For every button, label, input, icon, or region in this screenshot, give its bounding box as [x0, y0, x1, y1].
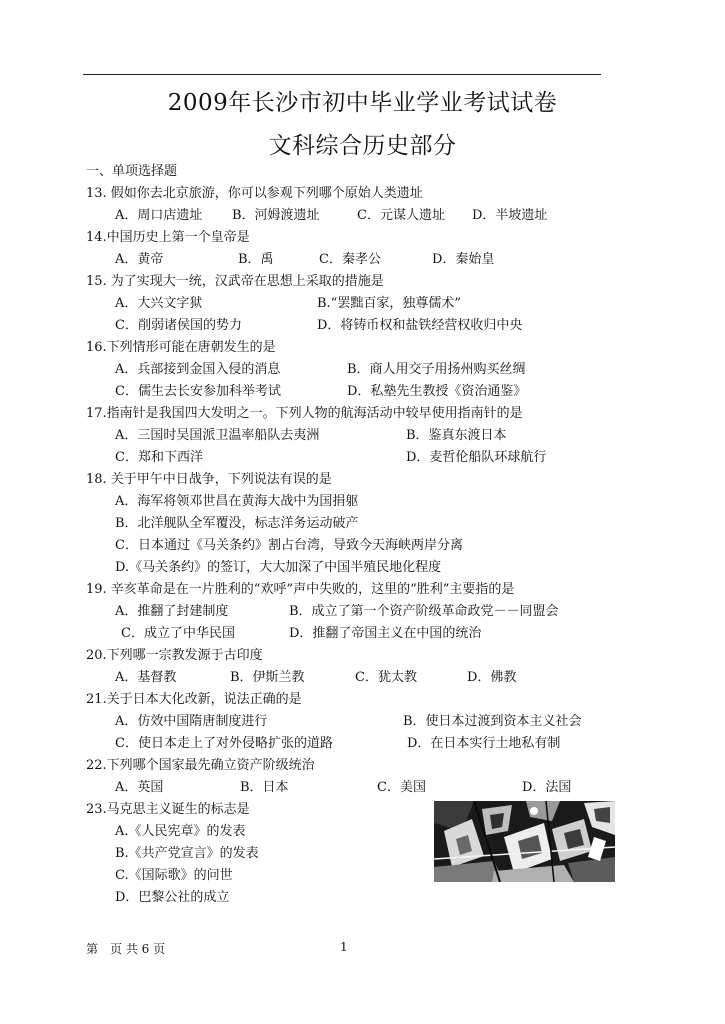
question-14-stem: 14.中国历史上第一个皇帝是 — [86, 230, 250, 245]
q22-option-b: B．日本 — [240, 780, 289, 795]
q18-option-b: B．北洋舰队全军覆没，标志洋务运动破产 — [115, 516, 359, 531]
exam-subtitle: 文科综合历史部分 — [268, 133, 457, 159]
painting-image — [434, 801, 615, 882]
q17-option-d: D．麦哲伦船队环球航行 — [406, 450, 547, 465]
q20-option-b: B．伊斯兰教 — [230, 670, 305, 685]
question-21-stem: 21.关于日本大化改新，说法正确的是 — [86, 692, 302, 707]
q19-option-b: B．成立了第一个资产阶级革命政党－－同盟会 — [289, 604, 559, 619]
q16-option-c: C．儒生去长安参加科举考试 — [115, 384, 281, 399]
q20-option-a: A．基督教 — [115, 670, 177, 685]
q18-option-c: C．日本通过《马关条约》割占台湾，导致今天海峡两岸分离 — [115, 538, 463, 553]
q22-option-c: C．美国 — [377, 780, 426, 795]
q14-option-d: D．秦始皇 — [432, 252, 495, 267]
exam-title: 2009年长沙市初中毕业学业考试试卷 — [167, 90, 558, 116]
q23-option-b: B.《共产党宣言》的发表 — [115, 846, 259, 861]
q22-option-d: D．法国 — [522, 780, 572, 795]
q13-option-a: A．周口店遗址 — [115, 208, 203, 223]
q20-option-d: D．佛教 — [467, 670, 517, 685]
q15-option-d: D．将铸币权和盐铁经营权收归中央 — [317, 318, 523, 333]
q13-option-d: D．半坡遗址 — [472, 208, 548, 223]
q17-option-b: B．鉴真东渡日本 — [406, 428, 507, 443]
q18-option-a: A．海军将领邓世昌在黄海大战中为国捐躯 — [115, 494, 359, 509]
question-20-stem: 20.下列哪一宗教发源于古印度 — [86, 648, 263, 663]
q14-option-a: A．黄帝 — [115, 252, 164, 267]
q13-option-c: C．元谋人遗址 — [357, 208, 445, 223]
q21-option-d: D．在日本实行土地私有制 — [407, 736, 561, 751]
q16-option-d: D．私塾先生教授《资治通鉴》 — [347, 384, 527, 399]
q17-option-c: C．郑和下西洋 — [115, 450, 203, 465]
q19-option-d: D．推翻了帝国主义在中国的统治 — [289, 626, 482, 641]
q21-option-c: C．使日本走上了对外侵略扩张的道路 — [115, 736, 333, 751]
q19-option-a: A．推翻了封建制度 — [115, 604, 229, 619]
question-22-stem: 22.下列哪个国家最先确立资产阶级统治 — [86, 758, 315, 773]
q15-option-b: B.“罢黜百家，独尊儒术” — [317, 296, 461, 311]
question-19-stem: 19. 辛亥革命是在一片胜利的“欢呼”声中失败的，这里的“胜利”主要指的是 — [86, 582, 515, 597]
question-23-stem: 23.马克思主义诞生的标志是 — [86, 802, 250, 817]
question-13-stem: 13. 假如你去北京旅游，你可以参观下列哪个原始人类遗址 — [86, 186, 423, 201]
q23-option-d: D．巴黎公社的成立 — [115, 890, 230, 905]
footer-page-number: 1 — [340, 940, 348, 954]
q21-option-a: A．仿效中国隋唐制度进行 — [115, 714, 268, 729]
q14-option-b: B．禹 — [238, 252, 274, 267]
question-15-stem: 15. 为了实现大一统，汉武帝在思想上采取的措施是 — [86, 274, 384, 289]
q22-option-a: A．英国 — [115, 780, 164, 795]
q23-option-a: A.《人民宪章》的发表 — [115, 824, 246, 839]
q16-option-a: A．兵部接到金国入侵的消息 — [115, 362, 281, 377]
q17-option-a: A．三国时吴国派卫温率船队去夷洲 — [115, 428, 320, 443]
q19-option-c: C．成立了中华民国 — [121, 626, 235, 641]
q23-option-c: C.《国际歌》的问世 — [115, 868, 233, 883]
q21-option-b: B．使日本过渡到资本主义社会 — [403, 714, 582, 729]
q15-option-a: A．大兴文字狱 — [115, 296, 203, 311]
q16-option-b: B．商人用交子用扬州购买丝绸 — [347, 362, 526, 377]
q14-option-c: C．秦孝公 — [319, 252, 381, 267]
q13-option-b: B．河姆渡遗址 — [232, 208, 320, 223]
section-heading: 一、单项选择题 — [86, 164, 178, 179]
q15-option-c: C．削弱诸侯国的势力 — [115, 318, 242, 333]
question-18-stem: 18. 关于甲午中日战争，下列说法有误的是 — [86, 472, 332, 487]
q20-option-c: C．犹太教 — [355, 670, 417, 685]
question-17-stem: 17.指南针是我国四大发明之一。下列人物的航海活动中较早使用指南针的是 — [86, 406, 523, 421]
q18-option-d: D.《马关条约》的签订，大大加深了中国半殖民地化程度 — [115, 560, 442, 575]
question-16-stem: 16.下列情形可能在唐朝发生的是 — [86, 340, 276, 355]
footer-page-info: 第 页 共 6 页 — [86, 942, 166, 956]
header-rule — [83, 74, 601, 75]
